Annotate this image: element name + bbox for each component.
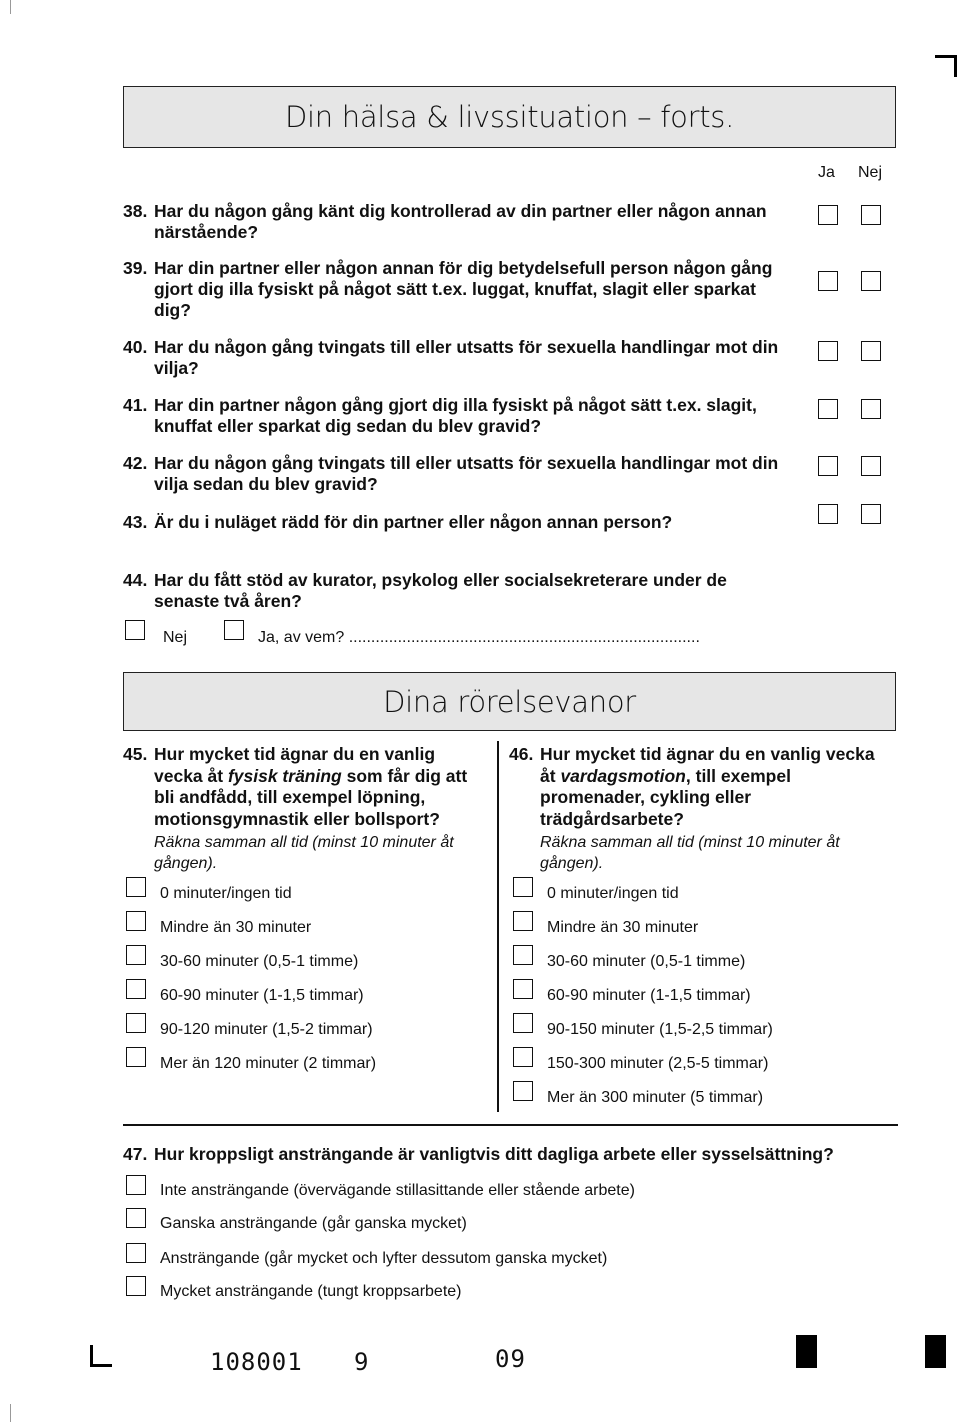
checkbox-ja-39[interactable] (818, 271, 838, 291)
question-number: 38. (123, 201, 148, 221)
section-title: Dina rörelsevanor (383, 684, 636, 719)
checkbox-45-opt1[interactable] (126, 877, 146, 897)
question-note: Räkna samman all tid (minst 10 minuter åt gången). (154, 834, 454, 872)
checkbox-46-opt3[interactable] (513, 945, 533, 965)
checkbox-nej-43[interactable] (861, 504, 881, 524)
section-header-health (123, 86, 896, 148)
checkbox-46-opt2[interactable] (513, 911, 533, 931)
question-number: 46. (509, 744, 534, 764)
question-text: Har din partner någon gång gjort dig illa fysiskt på något sätt t.ex. slagit, knuffat eller sparkat dig sedan du blev gravid? (154, 395, 757, 436)
checkbox-nej-42[interactable] (861, 456, 881, 476)
option-label: Ansträngande (går mycket och lyfter dessutom ganska mycket) (160, 1250, 608, 1267)
option-label: 90-120 minuter (1,5-2 timmar) (160, 1021, 373, 1038)
question-42 (123, 453, 803, 495)
checkbox-47-opt4[interactable] (126, 1276, 146, 1296)
checkbox-ja-41[interactable] (818, 399, 838, 419)
edge-tick-bottom-left (10, 1404, 11, 1422)
checkbox-ja-40[interactable] (818, 341, 838, 361)
option-label: 0 minuter/ingen tid (160, 885, 292, 902)
option-label: 30-60 minuter (0,5-1 timme) (160, 953, 359, 970)
option-label: 0 minuter/ingen tid (547, 885, 679, 902)
section-header-movement (123, 672, 896, 731)
form-code: 108001 (210, 1348, 303, 1376)
question-text: Har du någon gång tvingats till eller utsatts för sexuella handlingar mot din vilja? (154, 337, 779, 378)
question-number: 42. (123, 453, 148, 473)
checkbox-47-opt1[interactable] (126, 1175, 146, 1195)
question-number: 40. (123, 337, 148, 357)
checkbox-45-opt4[interactable] (126, 979, 146, 999)
option-label: Mer än 120 minuter (2 timmar) (160, 1055, 377, 1072)
question-43 (123, 512, 803, 533)
option-label: 90-150 minuter (1,5-2,5 timmar) (547, 1021, 773, 1038)
checkbox-44-nej[interactable] (125, 620, 145, 640)
registration-block-right (925, 1335, 946, 1368)
checkbox-45-opt6[interactable] (126, 1047, 146, 1067)
question-number: 39. (123, 258, 148, 278)
question-44 (123, 570, 793, 612)
question-text: Hur mycket tid ägnar du en vanlig vecka åt fysisk träning som får dig att bli andfådd, till exempel löpning, motionsgymnastik eller bollsport? (154, 744, 468, 829)
checkbox-nej-39[interactable] (861, 271, 881, 291)
question-number: 44. (123, 570, 148, 590)
option-label: Mycket ansträngande (tungt kroppsarbete) (160, 1283, 462, 1300)
question-number: 47. (123, 1144, 148, 1164)
column-header-ja: Ja (818, 164, 835, 181)
question-46 (509, 744, 879, 874)
checkbox-46-opt5[interactable] (513, 1013, 533, 1033)
option-label: 30-60 minuter (0,5-1 timme) (547, 953, 746, 970)
checkbox-ja-42[interactable] (818, 456, 838, 476)
checkbox-ja-43[interactable] (818, 504, 838, 524)
checkbox-nej-41[interactable] (861, 399, 881, 419)
option-label: 150-300 minuter (2,5-5 timmar) (547, 1055, 769, 1072)
question-text: Hur kroppsligt ansträngande är vanligtvis ditt dagliga arbete eller sysselsättning? (154, 1144, 834, 1164)
edge-tick-top-left (10, 0, 11, 14)
checkbox-47-opt3[interactable] (126, 1243, 146, 1263)
corner-mark-bottom-left (90, 1345, 112, 1367)
checkbox-46-opt7[interactable] (513, 1081, 533, 1101)
question-text: Hur mycket tid ägnar du en vanlig vecka åt vardagsmotion, till exempel promenader, cykling eller trädgårdsarbete? (540, 744, 875, 829)
question-text: Har du någon gång tvingats till eller utsatts för sexuella handlingar mot din vilja sedan du blev gravid? (154, 453, 779, 494)
option-label: Mer än 300 minuter (5 timmar) (547, 1089, 764, 1106)
question-38 (123, 201, 803, 243)
option-label-nej: Nej (163, 629, 188, 646)
question-41 (123, 395, 803, 437)
question-text: Har du fått stöd av kurator, psykolog eller socialsekreterare under de senaste två åren? (154, 570, 727, 611)
question-39 (123, 258, 783, 321)
checkbox-47-opt2[interactable] (126, 1208, 146, 1228)
option-label-ja-av-vem: Ja, av vem? ............................................................................... (258, 629, 700, 646)
option-label: Mindre än 30 minuter (547, 919, 699, 936)
question-text: Har du någon gång känt dig kontrollerad av din partner eller någon annan närstående? (154, 201, 767, 242)
checkbox-ja-38[interactable] (818, 205, 838, 225)
option-label: 60-90 minuter (1-1,5 timmar) (547, 987, 751, 1004)
checkbox-46-opt6[interactable] (513, 1047, 533, 1067)
question-number: 41. (123, 395, 148, 415)
option-label: Inte ansträngande (övervägande stillasittande eller stående arbete) (160, 1182, 635, 1199)
column-divider (497, 741, 499, 1112)
section-divider (123, 1124, 898, 1126)
column-header-nej: Nej (858, 164, 883, 181)
question-number: 43. (123, 512, 148, 532)
checkbox-nej-40[interactable] (861, 341, 881, 361)
page-number: 9 (354, 1348, 370, 1376)
option-label: Ganska ansträngande (går ganska mycket) (160, 1215, 467, 1232)
question-number: 45. (123, 744, 148, 764)
registration-block-left (796, 1335, 817, 1368)
checkbox-45-opt3[interactable] (126, 945, 146, 965)
question-text: Är du i nuläget rädd för din partner eller någon annan person? (154, 512, 673, 532)
section-title: Din hälsa & livssituation – forts. (284, 100, 735, 134)
form-code-2: 09 (495, 1345, 526, 1373)
option-label: Mindre än 30 minuter (160, 919, 312, 936)
checkbox-44-ja[interactable] (224, 620, 244, 640)
checkbox-45-opt2[interactable] (126, 911, 146, 931)
checkbox-46-opt4[interactable] (513, 979, 533, 999)
question-note: Räkna samman all tid (minst 10 minuter åt gången). (540, 834, 840, 872)
question-text: Har din partner eller någon annan för dig betydelsefull person någon gång gjort dig illa fysiskt på något sätt t.ex. luggat, knuffat, slagit eller sparkat dig? (154, 258, 773, 320)
question-47 (123, 1144, 903, 1165)
question-45 (123, 744, 483, 874)
checkbox-46-opt1[interactable] (513, 877, 533, 897)
option-label: 60-90 minuter (1-1,5 timmar) (160, 987, 364, 1004)
question-40 (123, 337, 803, 379)
checkbox-45-opt5[interactable] (126, 1013, 146, 1033)
checkbox-nej-38[interactable] (861, 205, 881, 225)
corner-mark-top-right (935, 55, 957, 77)
